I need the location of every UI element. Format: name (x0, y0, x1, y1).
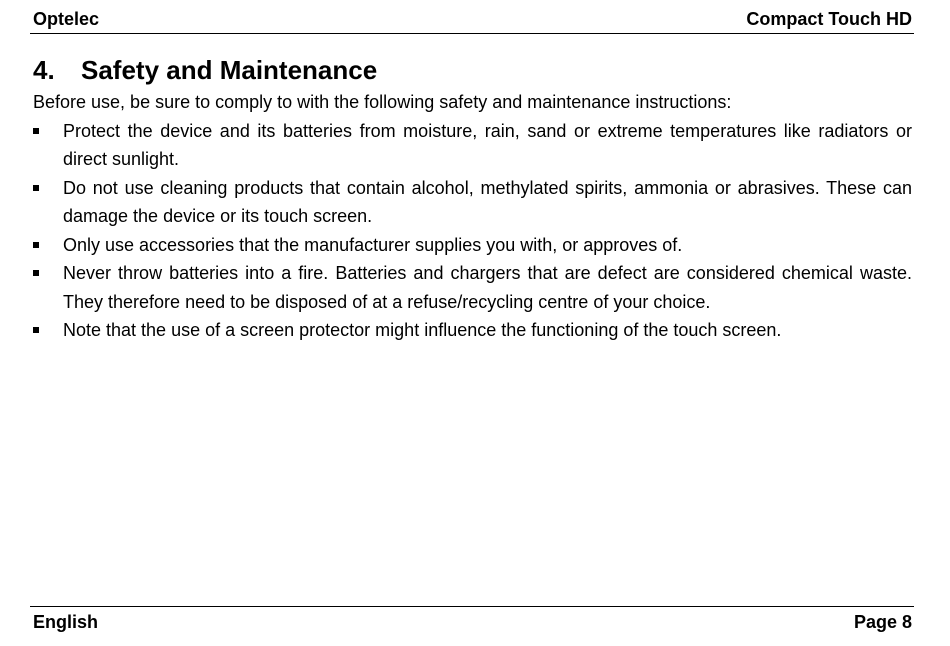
section-heading (33, 55, 912, 85)
list-item (33, 316, 912, 345)
square-bullet-icon (33, 242, 39, 248)
list-item-text: Protect the device and its batteries from moisture, rain, sand or extreme temperatures like radiators or direct sunlight. (63, 120, 912, 169)
square-bullet-icon (33, 327, 39, 333)
main-content (33, 55, 912, 345)
list-item-text: Note that the use of a screen protector might influence the functioning of the touch screen. (63, 320, 782, 340)
intro-paragraph: Before use, be sure to comply to with the following safety and maintenance instructions: (33, 92, 732, 112)
square-bullet-icon (33, 185, 39, 191)
list-item (33, 117, 912, 174)
footer-language: English (33, 612, 99, 632)
header-brand: Optelec (33, 9, 100, 29)
list-item-text: Do not use cleaning products that contain alcohol, methylated spirits, ammonia or abrasives. These can damage the device or its touch screen. (63, 177, 912, 226)
page-number: Page 8 (853, 612, 912, 632)
list-item-text: Only use accessories that the manufacturer supplies you with, or approves of. (63, 234, 683, 255)
list-item (33, 259, 912, 316)
square-bullet-icon (33, 270, 39, 276)
list-item (33, 174, 912, 231)
instruction-list (33, 117, 912, 345)
square-bullet-icon (33, 128, 39, 134)
section-number: 4. (33, 55, 55, 85)
page-footer (30, 606, 914, 637)
page-header (30, 8, 914, 34)
header-product: Compact Touch HD (746, 9, 912, 29)
section-title: Safety and Maintenance (81, 55, 378, 85)
list-item (33, 231, 912, 260)
list-item-text: Never throw batteries into a fire. Batteries and chargers that are defect are considered chemical waste. They therefore need to be disposed of at a refuse/recycling centre of your choice. (63, 263, 912, 312)
